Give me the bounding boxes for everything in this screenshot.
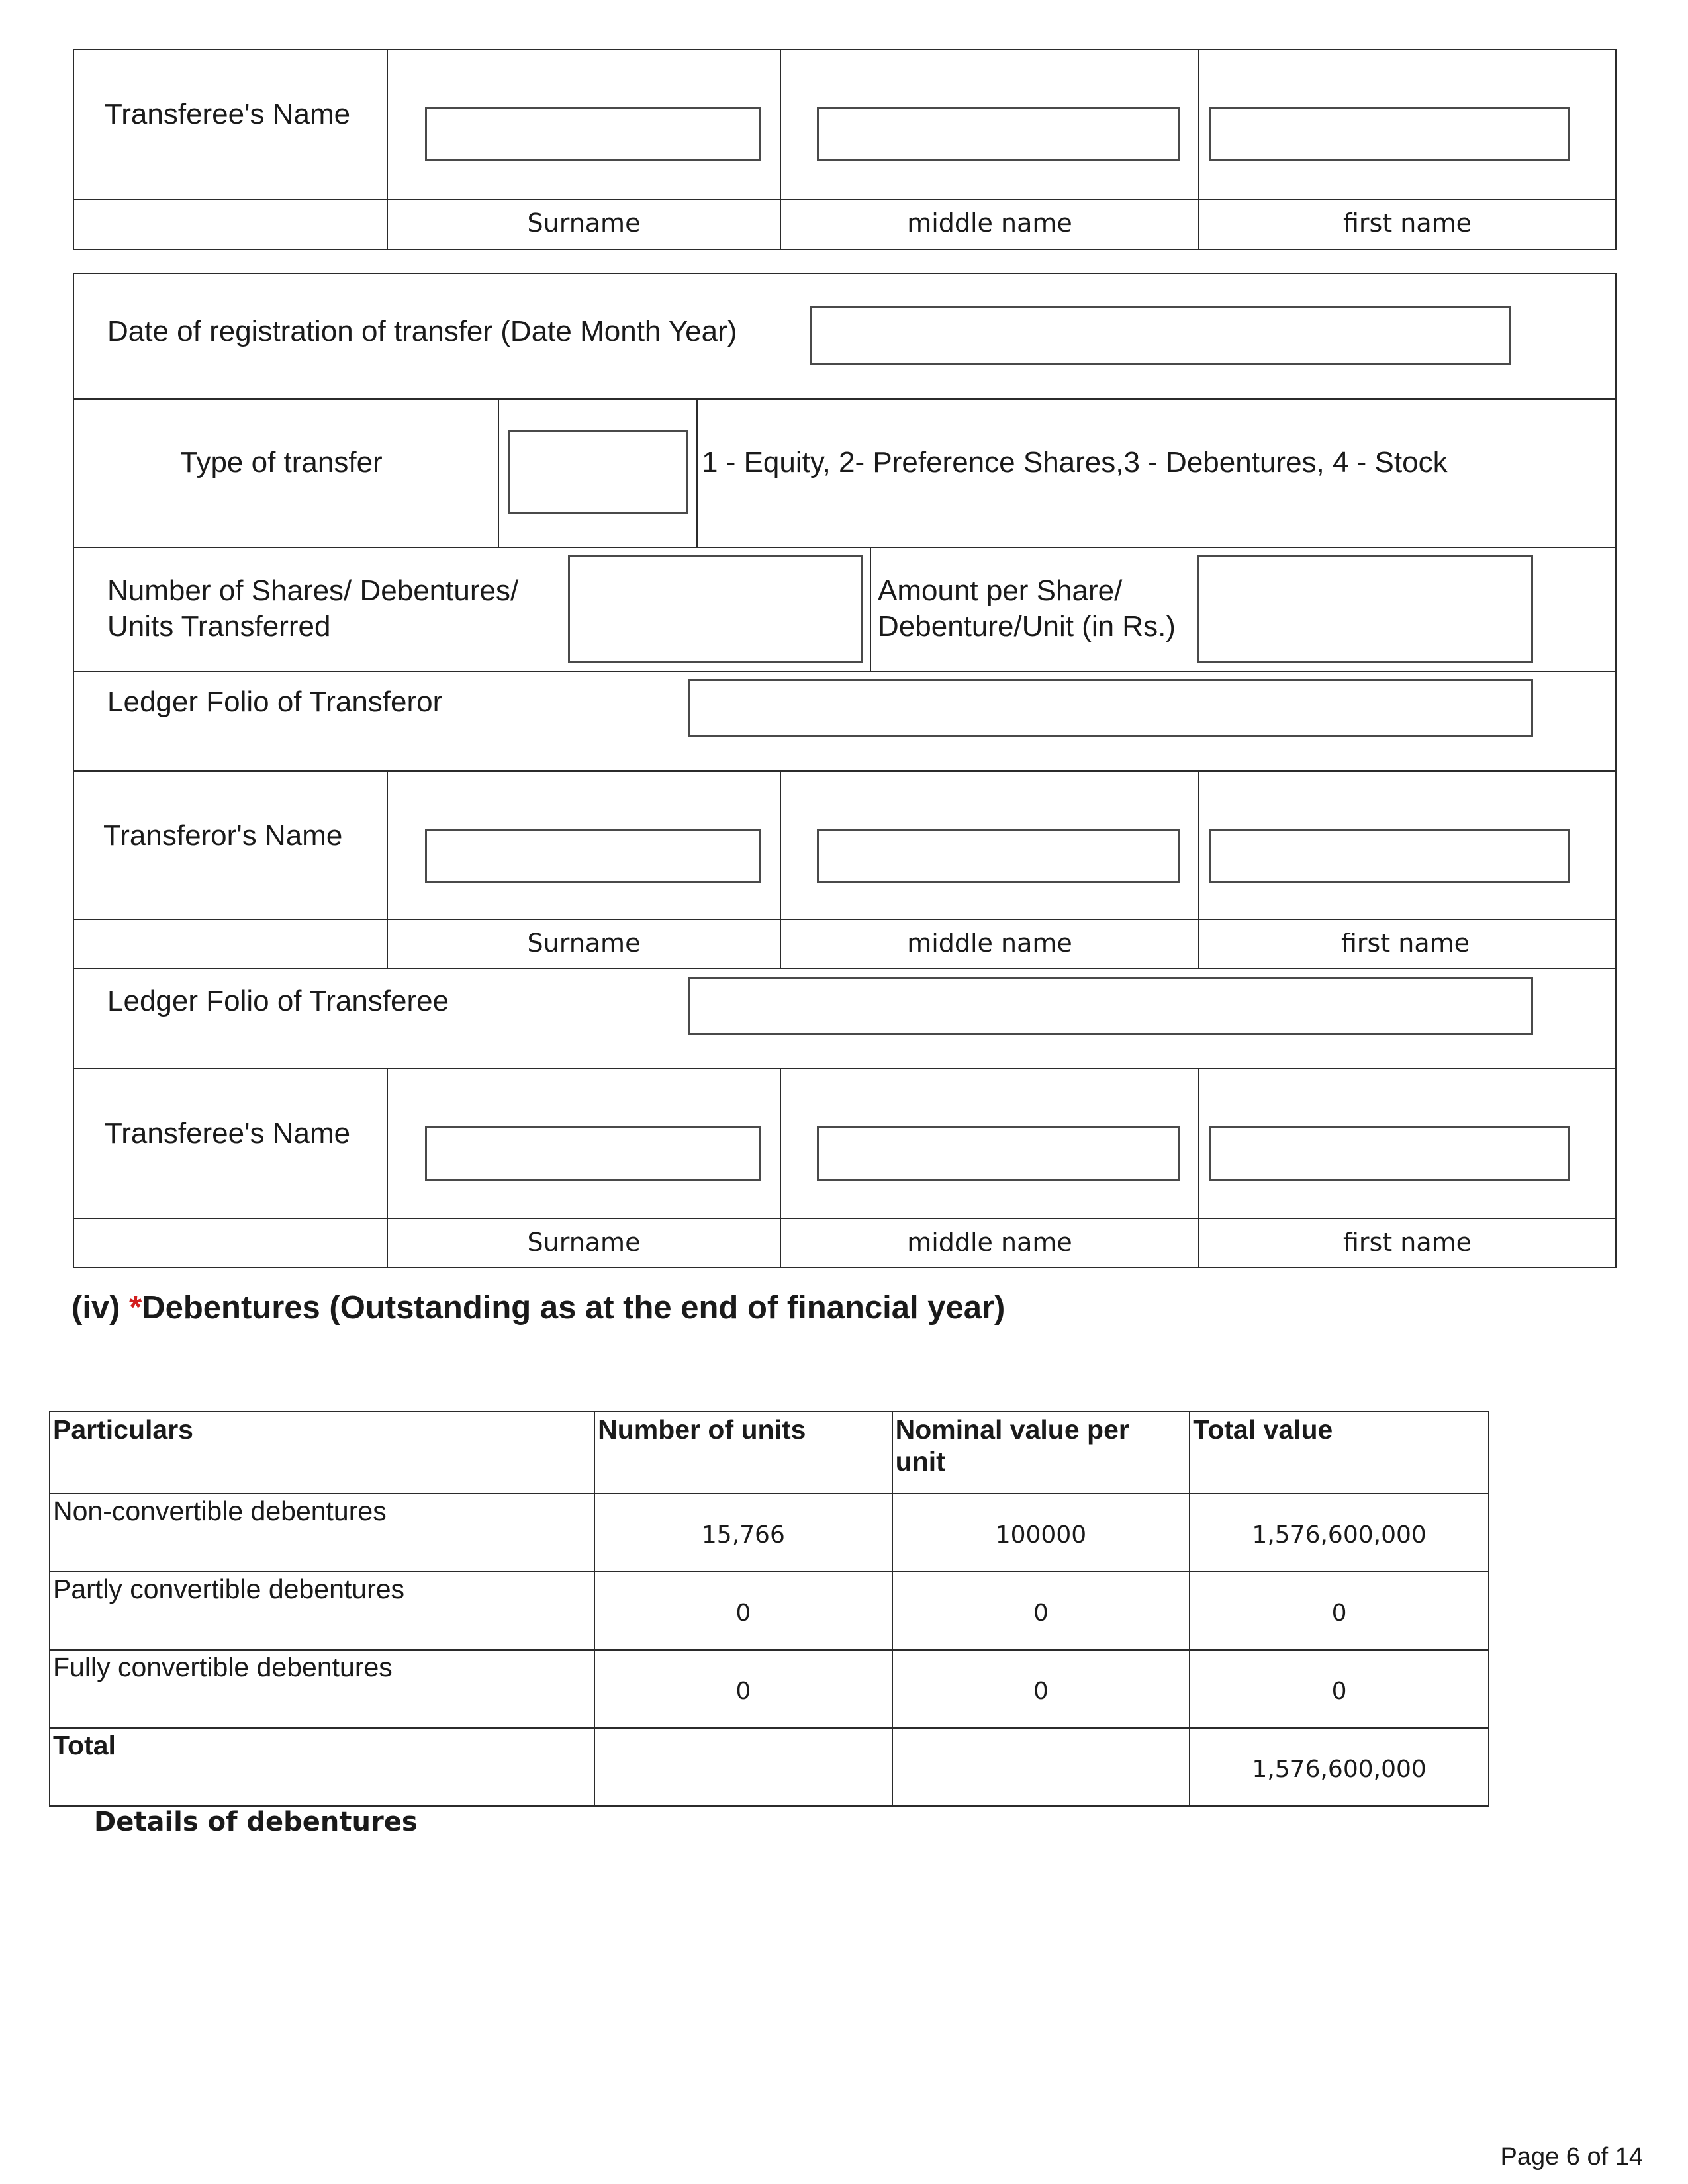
row-particular: Partly convertible debentures [50,1572,594,1650]
transferor-surname-input[interactable] [425,829,761,883]
ledger-transferee-field[interactable] [690,979,1531,1033]
transferee-first-field[interactable] [1211,109,1568,159]
table-total-row [50,1728,1489,1806]
table-row [50,1650,1489,1728]
shares-transferred-field[interactable] [570,557,861,661]
table-header-row [50,1412,1489,1494]
required-asterisk: * [129,1290,142,1326]
shares-label-line1: Number of Shares/ Debentures/ [107,574,519,607]
row-particular-total: Total [50,1728,594,1806]
registration-date-input[interactable] [810,306,1511,365]
row-total: 0 [1190,1650,1489,1728]
table-row [50,1494,1489,1572]
transferor-surname-caption: Surname [527,929,641,958]
transferee-first-field[interactable] [1211,1128,1568,1179]
empty-cell [73,1218,388,1268]
transferee-first-name-input[interactable] [1209,107,1570,161]
row-total: 1,576,600,000 [1190,1728,1489,1806]
row-units [594,1728,892,1806]
row-units: 0 [594,1572,892,1650]
ledger-transferee-label: Ledger Folio of Transferee [107,985,449,1017]
transfer-type-field[interactable] [510,432,686,512]
ledger-transferor-input[interactable] [688,679,1533,737]
row-total: 1,576,600,000 [1190,1494,1489,1572]
ledger-transferee-input[interactable] [688,977,1533,1035]
transferee-first-name-input[interactable] [1209,1126,1570,1181]
surname-caption: Surname [527,208,641,238]
row-particular: Non-convertible debentures [50,1494,594,1572]
transferor-name-label: Transferor's Name [103,819,343,852]
ledger-transferor-field[interactable] [690,681,1531,735]
row-total: 0 [1190,1572,1489,1650]
shares-transferred-input[interactable] [568,555,863,663]
row-nominal: 0 [892,1572,1190,1650]
transfer-type-label: Type of transfer [180,446,383,478]
page-number: Page 6 of 14 [1500,2143,1643,2171]
registration-date-label: Date of registration of transfer (Date Month Year) [107,315,737,347]
row-nominal: 0 [892,1650,1190,1728]
transferee-surname-input[interactable] [425,107,761,161]
amount-label-line1: Amount per Share/ [878,574,1123,607]
header-total-value: Total value [1190,1412,1489,1494]
transferee-name-label: Transferee's Name [105,98,351,130]
first-name-caption: first name [1342,208,1472,238]
section-number: (iv) [71,1290,130,1326]
amount-per-share-field[interactable] [1199,557,1531,661]
section-title-text: Debentures (Outstanding as at the end of financial year) [142,1290,1006,1326]
empty-cell [73,919,388,969]
debentures-table [49,1411,1489,1807]
transferee-first-caption: first name [1342,1228,1472,1257]
middle-name-caption: middle name [907,208,1072,238]
transferor-first-name-input[interactable] [1209,829,1570,883]
row-nominal: 100000 [892,1494,1190,1572]
empty-cell [73,199,388,250]
row-units: 15,766 [594,1494,892,1572]
transfer-type-options: 1 - Equity, 2- Preference Shares,3 - Debentures, 4 - Stock [702,446,1448,478]
transferee-surname-input[interactable] [425,1126,761,1181]
row-units: 0 [594,1650,892,1728]
row-particular: Fully convertible debentures [50,1650,594,1728]
shares-label-line2: Units Transferred [107,610,331,643]
transferee-middle-name-input[interactable] [817,1126,1180,1181]
debentures-section-title [71,1289,1005,1326]
transferor-first-field[interactable] [1211,831,1568,881]
transferee-surname-field[interactable] [427,1128,759,1179]
transferor-middle-caption: middle name [907,929,1072,958]
table-row [50,1572,1489,1650]
amount-label-line2: Debenture/Unit (in Rs.) [878,610,1176,643]
registration-date-field[interactable] [812,308,1509,363]
amount-per-share-input[interactable] [1197,555,1533,663]
transfer-type-input[interactable] [508,430,688,514]
transferor-middle-name-input[interactable] [817,829,1180,883]
ledger-transferor-label: Ledger Folio of Transferor [107,686,443,718]
transferee-middle-caption: middle name [907,1228,1072,1257]
transferor-middle-field[interactable] [819,831,1178,881]
header-nominal-value: Nominal value per unit [892,1412,1190,1494]
header-particulars: Particulars [50,1412,594,1494]
transferor-first-caption: first name [1340,929,1470,958]
transferee-middle-field[interactable] [819,109,1178,159]
transferor-surname-field[interactable] [427,831,759,881]
transferee-name-label: Transferee's Name [105,1117,351,1150]
transferee-surname-field[interactable] [427,109,759,159]
header-number-of-units: Number of units [594,1412,892,1494]
transferee-middle-field[interactable] [819,1128,1178,1179]
debentures-caption: Details of debentures [94,1807,418,1837]
transferee-middle-name-input[interactable] [817,107,1180,161]
row-nominal [892,1728,1190,1806]
transferee-surname-caption: Surname [527,1228,641,1257]
